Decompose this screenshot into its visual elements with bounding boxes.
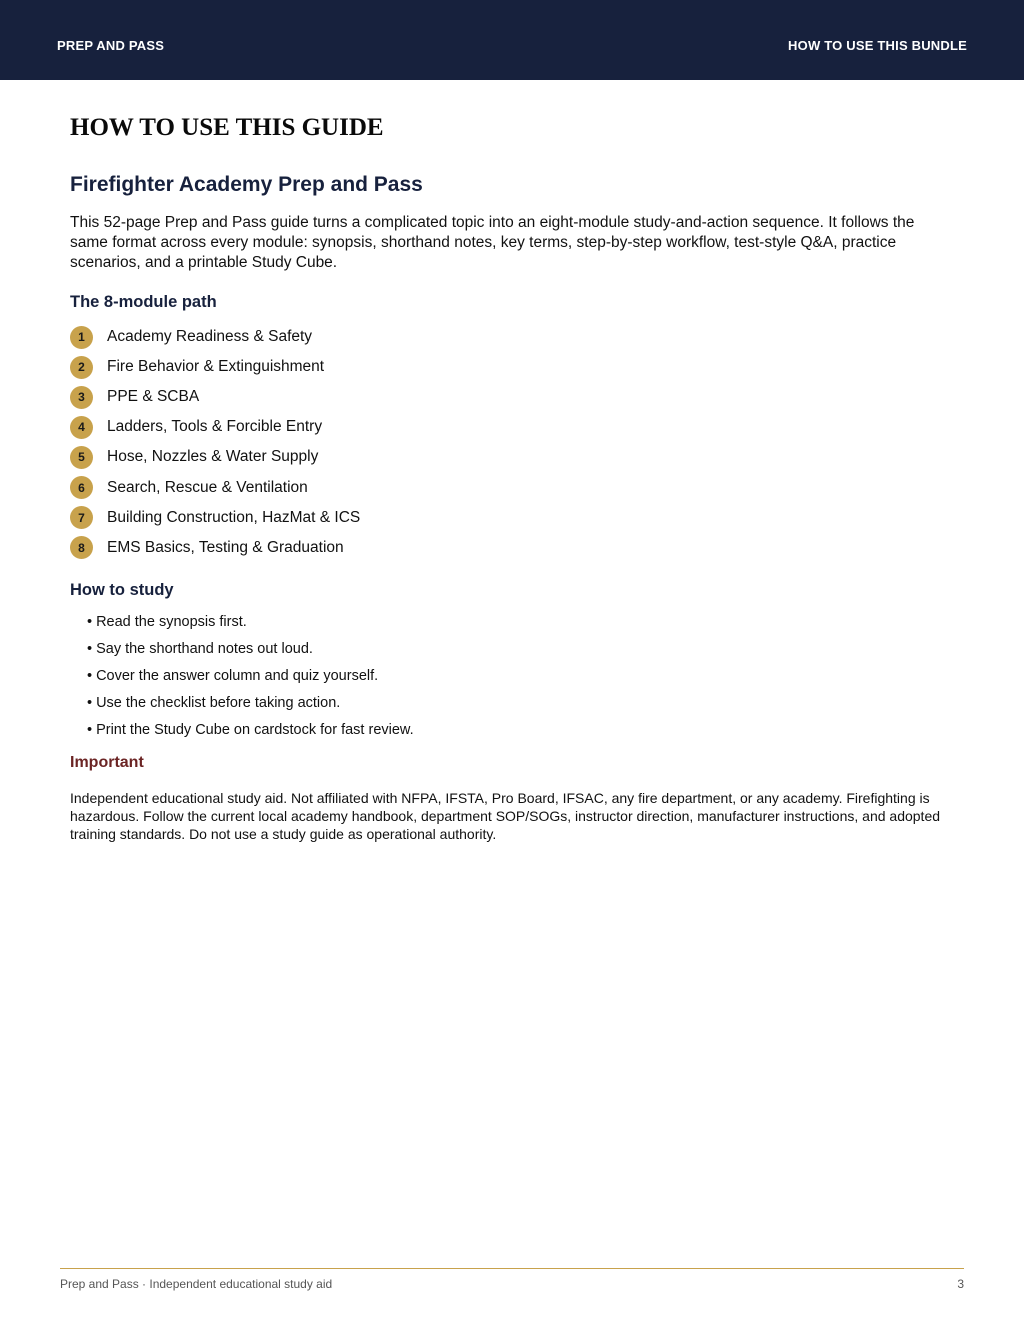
bullet: • <box>87 613 93 630</box>
important-disclaimer: Independent educational study aid. Not affiliated with NFPA, IFSTA, Pro Board, IFSAC, any fire department, or any academy. Firefighting is hazardous. Follow the current local academy handbook, department SOP/SOGs, instructor direction, manufacturer instructions, and adopted training standards. Do not use a study guide as operational authority. <box>70 789 941 843</box>
study-steps-list <box>87 609 950 744</box>
study-step-text: Print the Study Cube on cardstock for fast review. <box>96 721 414 738</box>
header-section-title: HOW TO USE THIS BUNDLE <box>788 38 967 53</box>
module-label: PPE & SCBA <box>107 388 200 406</box>
study-step <box>87 609 950 636</box>
page-header <box>0 0 1024 80</box>
bullet: • <box>87 721 93 738</box>
module-item <box>70 352 950 382</box>
module-item <box>70 442 950 472</box>
module-item <box>70 322 950 352</box>
module-list <box>70 322 950 563</box>
module-label: EMS Basics, Testing & Graduation <box>107 538 344 556</box>
module-item <box>70 472 950 502</box>
module-number-badge: 1 <box>70 326 93 349</box>
module-number-badge: 8 <box>70 536 93 559</box>
study-step <box>87 663 950 690</box>
study-step-text: Say the shorthand notes out loud. <box>96 640 313 657</box>
page-number: 3 <box>957 1277 964 1291</box>
bullet: • <box>87 667 93 684</box>
study-step-text: Read the synopsis first. <box>96 613 247 630</box>
guide-title: Firefighter Academy Prep and Pass <box>70 173 423 196</box>
module-number-badge: 3 <box>70 386 93 409</box>
study-step-text: Cover the answer column and quiz yourself. <box>96 667 379 684</box>
page-content <box>70 112 950 843</box>
header-brand: PREP AND PASS <box>57 38 165 53</box>
page-title: HOW TO USE THIS GUIDE <box>70 114 384 141</box>
module-label: Building Construction, HazMat & ICS <box>107 508 361 526</box>
module-number-badge: 2 <box>70 356 93 379</box>
module-label: Hose, Nozzles & Water Supply <box>107 448 319 466</box>
module-item <box>70 412 950 442</box>
module-path-heading: The 8-module path <box>70 293 217 311</box>
module-number-badge: 4 <box>70 416 93 439</box>
module-number-badge: 6 <box>70 476 93 499</box>
module-item <box>70 382 950 412</box>
module-item <box>70 533 950 563</box>
module-label: Ladders, Tools & Forcible Entry <box>107 418 323 436</box>
module-number-badge: 7 <box>70 506 93 529</box>
study-step <box>87 690 950 717</box>
study-step <box>87 636 950 663</box>
bullet: • <box>87 640 93 657</box>
study-step <box>87 717 950 744</box>
module-label: Search, Rescue & Ventilation <box>107 478 308 496</box>
study-step-text: Use the checklist before taking action. <box>96 694 341 711</box>
how-to-study-heading: How to study <box>70 580 174 599</box>
module-label: Academy Readiness & Safety <box>107 328 313 346</box>
module-label: Fire Behavior & Extinguishment <box>107 358 325 376</box>
important-heading: Important <box>70 753 144 771</box>
module-number-badge: 5 <box>70 446 93 469</box>
footer-divider <box>60 1268 964 1269</box>
footer-text: Prep and Pass · Independent educational study aid <box>60 1277 333 1291</box>
module-item <box>70 503 950 533</box>
bullet: • <box>87 694 93 711</box>
intro-paragraph: This 52-page Prep and Pass guide turns a complicated topic into an eight-module study-and-action sequence. It follows the same format across every module: synopsis, shorthand notes, key terms, step-by-step workflow, test-style Q&A, practice scenarios, and a printable Study Cube. <box>70 214 915 271</box>
